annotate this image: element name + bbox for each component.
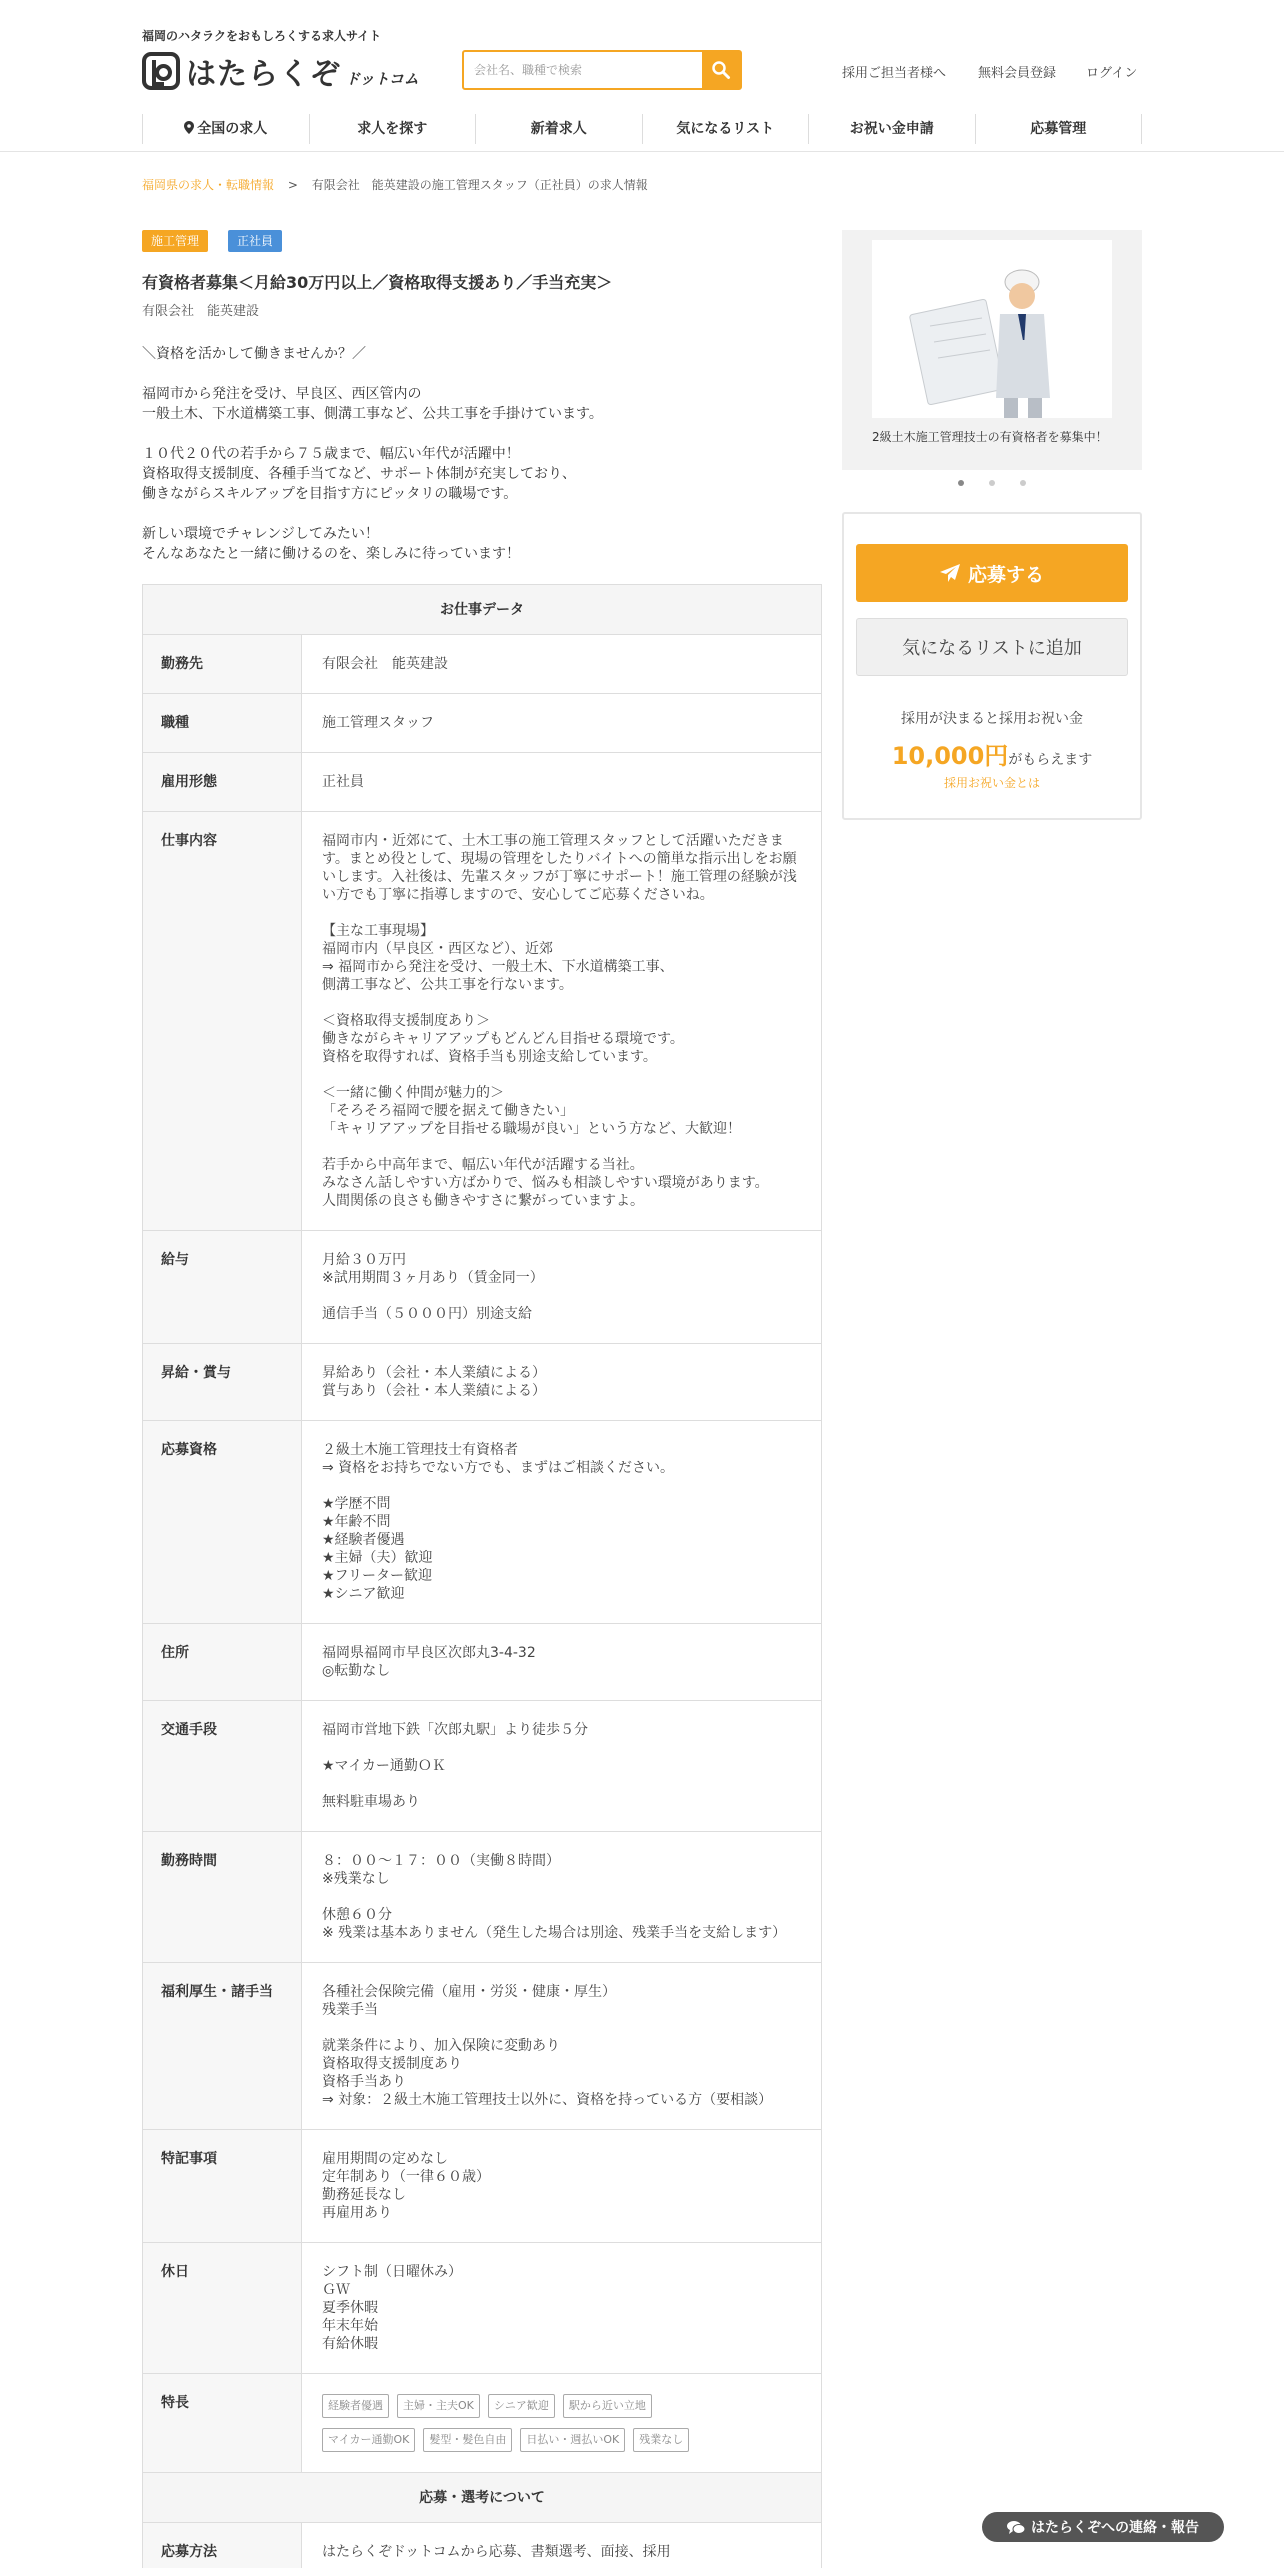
table-row [143,1963,821,2130]
row-label: 特長 [143,2374,302,2472]
row-value: 昇給あり（会社・本人業績による） 賞与あり（会社・本人業績による） [322,1365,546,1399]
row-label: 仕事内容 [143,812,302,1230]
table-row [143,1344,821,1421]
carousel-dot[interactable] [989,480,995,486]
nav-item-bonus-apply[interactable]: お祝い金申請 [808,114,975,144]
nav-item-applications[interactable]: 応募管理 [975,114,1143,144]
row-value: 有限会社 能英建設 [322,656,448,672]
row-value: 月給３０万円 ※試用期間３ヶ月あり（賃金同一） 通信手当（５０００円）別途支給 [322,1252,544,1322]
feature-chip[interactable]: 主婦・主夫OK [397,2394,480,2418]
search-box [462,50,742,90]
table-row [143,1624,821,1701]
register-link[interactable]: 無料会員登録 [978,66,1057,81]
reward-suffix: がもらえます [1008,752,1093,768]
row-label: 雇用形態 [143,753,302,811]
application-section-heading: 応募・選考について [143,2473,821,2523]
main-nav [142,114,1142,144]
search-input[interactable] [464,52,702,88]
row-label: 昇給・賞与 [143,1344,302,1420]
row-value: 福岡市内・近郊にて、土木工事の施工管理スタッフとして活躍いただきます。まとめ役として、現場の管理をしたりバイトへの簡単な指示出しをお願いします。入社後は、先輩スタッフが丁寧にサポート！施工管理の経験が浅い方でも丁寧に指導しますので、安心してご応募くださいね。 【主な工事現場】 福岡市内（早良区・西区など）、近郊 ⇒ 福岡市から発注を受け、一般土木、下水道構築工事、 側溝工事など、公共工事を行ないます。 ＜資格取得支援制度あり＞ 働きながらキャリアアップもどんどん目指せる環境です。 資格を取得すれば、資格手当も別途支給しています。 ＜一緒に働く仲間が魅力的＞ 「そろそろ福岡で腰を据えて働きたい」 「キャリアアップを目指せる職場が良い」という方など、大歓迎！ 若手から中高年まで、幅広い年代が活躍する当社。 みなさん話しやすい方ばかりで、悩みも相談しやすい環境があります。 人間関係の良さも働きやすさに繋がっていますよ。 [322,833,797,1209]
row-value: 施工管理スタッフ [322,715,434,731]
reward-info-link[interactable]: 採用お祝い金とは [943,776,1040,790]
features-list [302,2374,821,2472]
contact-report-button[interactable] [982,2512,1224,2542]
row-label: 福利厚生・諸手当 [143,1963,302,2129]
job-title: 有資格者募集＜月給30万円以上／資格取得支援あり／手当充実＞ [142,273,613,292]
reward-text: 採用が決まると採用お祝い金 [901,711,1083,727]
logo-dotcom: ドットコム [345,69,419,88]
feature-chip[interactable]: 髪型・髪色自由 [423,2428,512,2452]
row-value: 正社員 [322,774,364,790]
apply-panel [842,512,1142,820]
table-row-features [143,2374,821,2473]
site-logo[interactable] [142,50,419,92]
row-label: 特記事項 [143,2130,302,2242]
table-row [143,1701,821,1832]
contact-label: はたらくぞへの連絡・報告 [1031,2520,1199,2536]
add-to-favorites-button[interactable]: 気になるリストに追加 [856,618,1128,676]
site-tagline: 福岡のハタラクをおもしろくする求人サイト [142,29,382,43]
feature-chip[interactable]: マイカー通勤OK [322,2428,415,2452]
feature-chip[interactable]: 日払い・週払いOK [520,2428,625,2452]
breadcrumb-home[interactable]: 福岡県の求人・転職情報 [142,178,275,192]
row-label: 応募資格 [143,1421,302,1623]
row-value: ８：００～１７：００（実働８時間） ※残業なし 休憩６０分 ※ 残業は基本ありません（発生した場合は別途、残業手当を支給します） [322,1853,787,1941]
tag-fulltime[interactable]: 正社員 [228,230,282,252]
carousel-dot[interactable] [1020,480,1026,486]
job-data-table [142,584,822,2568]
company-name: 有限会社 能英建設 [142,304,260,319]
reward-amount: 10,000円 [891,742,1009,770]
construction-worker-illustration [872,240,1112,418]
logo-mark-icon [142,52,180,90]
breadcrumb [142,176,648,193]
row-label: 勤務時間 [143,1832,302,1962]
search-button[interactable] [702,52,740,88]
row-value: はたらくぞドットコムから応募、書類選考、面接、採用 [322,2544,671,2560]
reward-amount-line [844,736,1140,771]
apply-button[interactable] [856,544,1128,602]
breadcrumb-current: 有限会社 能英建設の施工管理スタッフ（正社員）の求人情報 [311,178,648,192]
search-icon [711,60,731,80]
table-row [143,2130,821,2243]
row-label: 職種 [143,694,302,752]
row-label: 交通手段 [143,1701,302,1831]
row-label: 給与 [143,1231,302,1343]
carousel-dot-active[interactable] [958,480,964,486]
carousel-caption: 2級土木施工管理技士の有資格者を募集中！ [872,430,1108,444]
job-data-heading: お仕事データ [143,585,821,635]
feature-chip[interactable]: 駅から近い立地 [563,2394,652,2418]
employer-link[interactable]: 採用ご担当者様へ [842,66,947,81]
feature-chip[interactable]: 経験者優遇 [322,2394,389,2418]
site-header [0,0,1284,152]
row-value: ２級土木施工管理技士有資格者 ⇒ 資格をお持ちでない方でも、まずはご相談ください。 ★学歴不問 ★年齢不問 ★経験者優遇 ★主婦（夫）歓迎 ★フリーター歓迎 ★シニア歓迎 [322,1442,675,1602]
table-row [143,2243,821,2374]
job-intro: ＼資格を活かして働きませんか？／ 福岡市から発注を受け、早良区、西区管内の 一般土木、下水道構築工事、側溝工事など、公共工事を手掛けています。 １０代２０代の若手から７５歳まで、幅広い年代が活躍中！ 資格取得支援制度、各種手当てなど、サポート体制が充実しており、 働きながらスキルアップを目指す方にピッタリの職場です。 新しい環境でチャレンジしてみたい！ そんなあなたと一緒に働けるのを、楽しみに待っています！ [142,346,603,562]
apply-button-label: 応募する [967,563,1044,586]
tag-construction-management[interactable]: 施工管理 [142,230,208,252]
breadcrumb-separator: > [287,178,298,192]
row-label: 休日 [143,2243,302,2373]
table-row [143,635,821,694]
table-row [143,1421,821,1624]
login-link[interactable]: ログイン [1086,66,1138,81]
table-row [143,2523,821,2568]
carousel-dots [958,480,1026,486]
nav-item-new-jobs[interactable]: 新着求人 [475,114,642,144]
nav-item-nationwide[interactable] [142,114,309,144]
table-row [143,1231,821,1344]
table-row [143,753,821,812]
row-value: シフト制（日曜休み） ＧＷ 夏季休暇 年末年始 有給休暇 [322,2264,462,2352]
row-label: 応募方法 [143,2523,302,2568]
nav-item-search-jobs[interactable]: 求人を探す [309,114,476,144]
paper-plane-icon [940,564,960,582]
row-value: 雇用期間の定めなし 定年制あり（一律６０歳） 勤務延長なし 再雇用あり [322,2151,490,2221]
feature-chip[interactable]: 残業なし [633,2428,689,2452]
row-label: 勤務先 [143,635,302,693]
worker-photo [872,240,1112,418]
nav-item-favorites[interactable]: 気になるリスト [642,114,809,144]
table-row [143,1832,821,1963]
feature-chip[interactable]: シニア歓迎 [488,2394,555,2418]
logo-text: はたらくぞ [186,57,341,92]
table-row [143,812,821,1231]
table-row [143,694,821,753]
chat-bubble-icon [1007,2520,1025,2535]
row-label: 住所 [143,1624,302,1700]
nav-label-nationwide: 全国の求人 [197,121,268,137]
image-carousel[interactable] [842,230,1142,470]
row-value: 福岡県福岡市早良区次郎丸3-4-32 ◎転勤なし [322,1645,536,1679]
map-pin-icon [184,121,194,134]
row-value: 福岡市営地下鉄「次郎丸駅」より徒歩５分 ★マイカー通勤ＯＫ 無料駐車場あり [322,1722,588,1810]
row-value: 各種社会保険完備（雇用・労災・健康・厚生） 残業手当 就業条件により、加入保険に変動あり 資格取得支援制度あり 資格手当あり ⇒ 対象：２級土木施工管理技士以外に、資格を持っている方（要相談） [322,1984,773,2108]
